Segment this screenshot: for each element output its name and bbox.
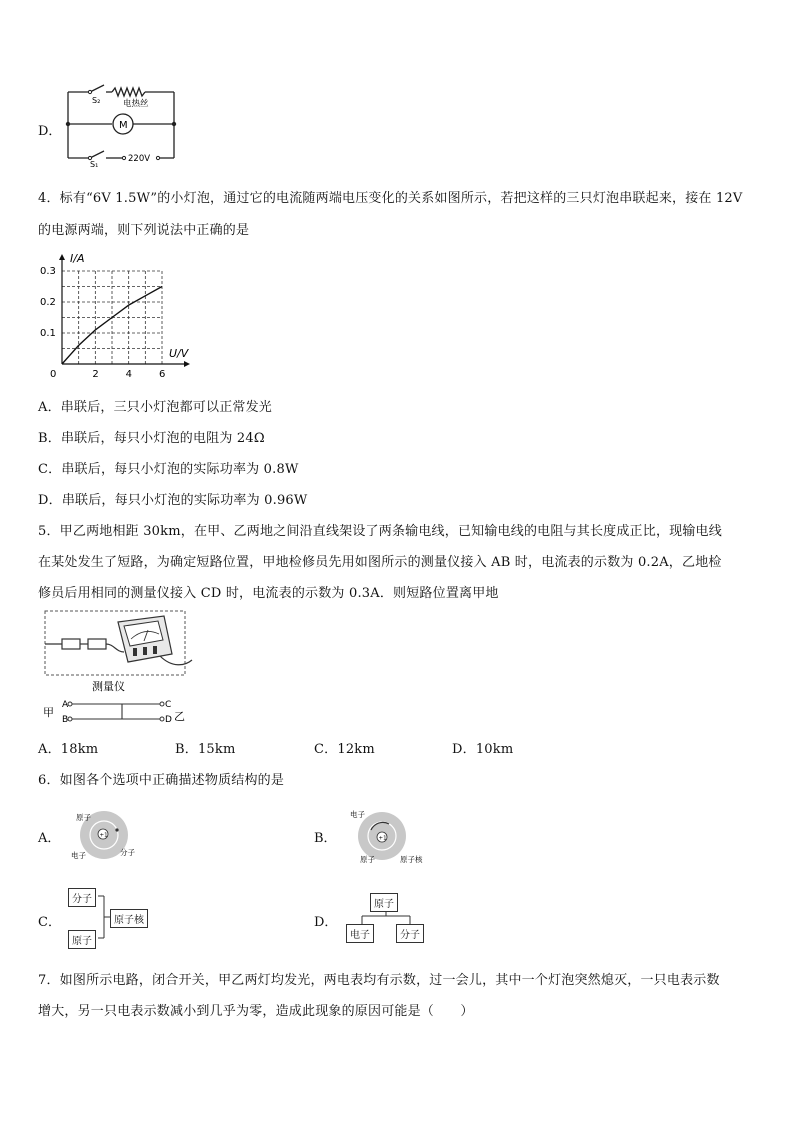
voltage-label: 220V bbox=[128, 154, 151, 164]
q6b-label-2: 原子 bbox=[360, 855, 375, 864]
q5-option-a: A．18km bbox=[38, 742, 99, 757]
q6-stem: 6．如图各个选项中正确描述物质结构的是 bbox=[38, 773, 285, 788]
q6a-label-3: 分子 bbox=[120, 848, 135, 857]
q4-stem-line1: 4．标有“6V 1.5W”的小灯泡，通过它的电流随两端电压变化的关系如图所示，若把这样的三只灯泡串联起来，接在 12V bbox=[38, 191, 743, 206]
q5-stem-line1: 5．甲乙两地相距 30km，在甲、乙两地之间沿直线架设了两条输电线，已知输电线的电阻与其长度成正比，现输电线 bbox=[38, 524, 722, 539]
q4-option-d: D．串联后，每只小灯泡的实际功率为 0.96W bbox=[38, 493, 308, 508]
q6-option-a-label: A． bbox=[38, 831, 61, 846]
q6c-box-nucleus: 原子核 bbox=[110, 909, 148, 928]
q6d-box-electron: 电子 bbox=[346, 924, 374, 943]
point-a-label: A bbox=[62, 700, 69, 710]
q6-option-c-label: C． bbox=[38, 915, 61, 930]
y-tick-label: 0.2 bbox=[40, 297, 56, 308]
q4-option-a: A．串联后，三只小灯泡都可以正常发光 bbox=[38, 400, 272, 415]
q6d-box-atom: 原子 bbox=[370, 893, 398, 912]
q4-option-b: B．串联后，每只小灯泡的电阻为 24Ω bbox=[38, 431, 265, 446]
x-axis-label: U/V bbox=[169, 347, 189, 360]
q6a-core-label: +1 bbox=[99, 832, 108, 839]
jia-label: 甲 bbox=[43, 706, 54, 719]
q6a-label-1: 原子 bbox=[76, 813, 91, 822]
q6-option-d-label: D． bbox=[314, 915, 338, 930]
q6c-box-molecule: 分子 bbox=[68, 888, 96, 907]
q6d-box-molecule: 分子 bbox=[396, 924, 424, 943]
q6b-label-3: 原子核 bbox=[400, 855, 423, 864]
y-tick-label: 0.3 bbox=[40, 266, 56, 277]
point-d-label: D bbox=[165, 715, 172, 725]
x-tick-label: 6 bbox=[159, 369, 166, 380]
q6a-label-2: 电子 bbox=[71, 851, 86, 860]
q6-option-b-label: B． bbox=[314, 831, 337, 846]
x-tick-label: 2 bbox=[92, 369, 99, 380]
point-c-label: C bbox=[165, 700, 172, 710]
s1-label: S₁ bbox=[90, 160, 99, 168]
yi-label: 乙 bbox=[174, 710, 185, 723]
s2-label: S₂ bbox=[92, 96, 101, 105]
x-axis-arrow bbox=[184, 361, 190, 367]
q5-measuring-device-figure bbox=[40, 608, 200, 728]
device-caption: 测量仪 bbox=[92, 680, 125, 693]
q6c-box-atom: 原子 bbox=[68, 930, 96, 949]
q4-stem-line2: 的电源两端，则下列说法中正确的是 bbox=[38, 223, 250, 238]
q6b-core-label: +1 bbox=[378, 835, 387, 842]
q7-stem-line2: 增大，另一只电表示数减小到几乎为零，造成此现象的原因可能是（ ） bbox=[38, 1004, 474, 1019]
q7-stem-line1: 7．如图所示电路，闭合开关，甲乙两灯均发光，两电表均有示数，过一会儿，其中一个灯泡突然熄灭，一只电表示数 bbox=[38, 973, 720, 988]
y-tick-label: 0.1 bbox=[40, 328, 56, 339]
q5-option-d: D．10km bbox=[452, 742, 514, 757]
q5-option-b: B．15km bbox=[175, 742, 236, 757]
iv-curve-chart bbox=[40, 250, 200, 380]
q5-stem-line3: 修员后用相同的测量仪接入 CD 时，电流表的示数为 0.3A．则短路位置离甲地 bbox=[38, 586, 499, 601]
q3-circuit-diagram bbox=[60, 78, 185, 168]
heater-label: 电热丝 bbox=[123, 99, 149, 109]
q4-option-c: C．串联后，每只小灯泡的实际功率为 0.8W bbox=[38, 462, 299, 477]
q6b-label-1: 电子 bbox=[350, 810, 365, 819]
x-tick-label: 0 bbox=[50, 369, 57, 380]
q5-stem-line2: 在某处发生了短路，为确定短路位置，甲地检修员先用如图所示的测量仪接入 AB 时，电流表的示数为 0.2A，乙地检 bbox=[38, 555, 722, 570]
q5-option-c: C．12km bbox=[314, 742, 375, 757]
q6-option-a-figure bbox=[66, 808, 146, 863]
y-axis-arrow bbox=[59, 254, 65, 260]
point-b-label: B bbox=[62, 715, 69, 725]
q6-option-b-figure bbox=[342, 806, 437, 866]
q3-option-d-label: D． bbox=[38, 124, 62, 139]
motor-label: M bbox=[119, 120, 128, 131]
y-axis-label: I/A bbox=[70, 252, 85, 265]
x-tick-label: 4 bbox=[125, 369, 133, 380]
